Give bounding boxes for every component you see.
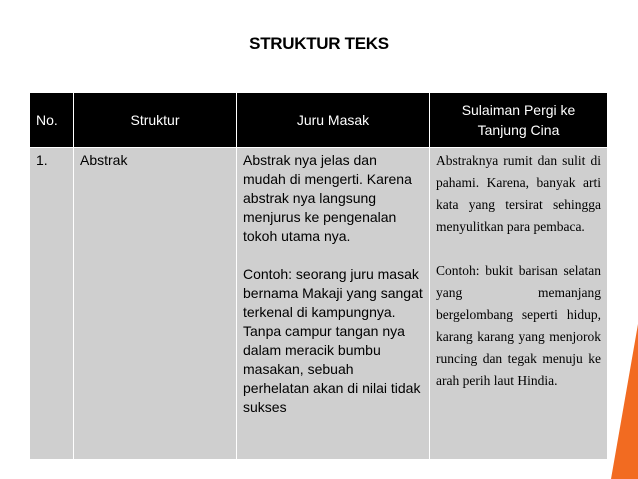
page-title: STRUKTUR TEKS [249, 34, 389, 53]
structure-table [29, 92, 608, 460]
table-header-row [30, 93, 608, 148]
juru-masak-description: Abstrak nya jelas dan mudah di mengerti. Karena abstrak nya langsung menjurus ke pengenalan tokoh utama nya. [243, 152, 412, 244]
juru-masak-example: Contoh: seorang juru masak bernama Makaji yang sangat terkenal di kampungnya. Tanpa campur tangan nya dalam meracik bumbu masakan, sebuah perhelatan akan di nilai tidak sukses [243, 266, 423, 415]
header-struktur: Struktur [74, 93, 237, 148]
table-row [30, 148, 608, 460]
cell-juru-masak [237, 148, 430, 460]
header-no: No. [30, 93, 74, 148]
sulaiman-example: Contoh: bukit barisan selatan yang memanjang bergelombang seperti hidup, karang karang yang menjorok runcing dan tegak menuju ke arah perih laut Hindia. [436, 263, 601, 388]
header-juru-masak: Juru Masak [237, 93, 430, 148]
cell-sulaiman [430, 148, 608, 460]
cell-no: 1. [30, 148, 74, 460]
sulaiman-description: Abstraknya rumit dan sulit di pahami. Karena, banyak arti kata yang tersirat sehingga menyulitkan para pembaca. [436, 153, 601, 234]
cell-struktur: Abstrak [74, 148, 237, 460]
corner-accent-decoration [611, 324, 638, 479]
header-sulaiman: Sulaiman Pergi ke Tanjung Cina [430, 93, 608, 148]
